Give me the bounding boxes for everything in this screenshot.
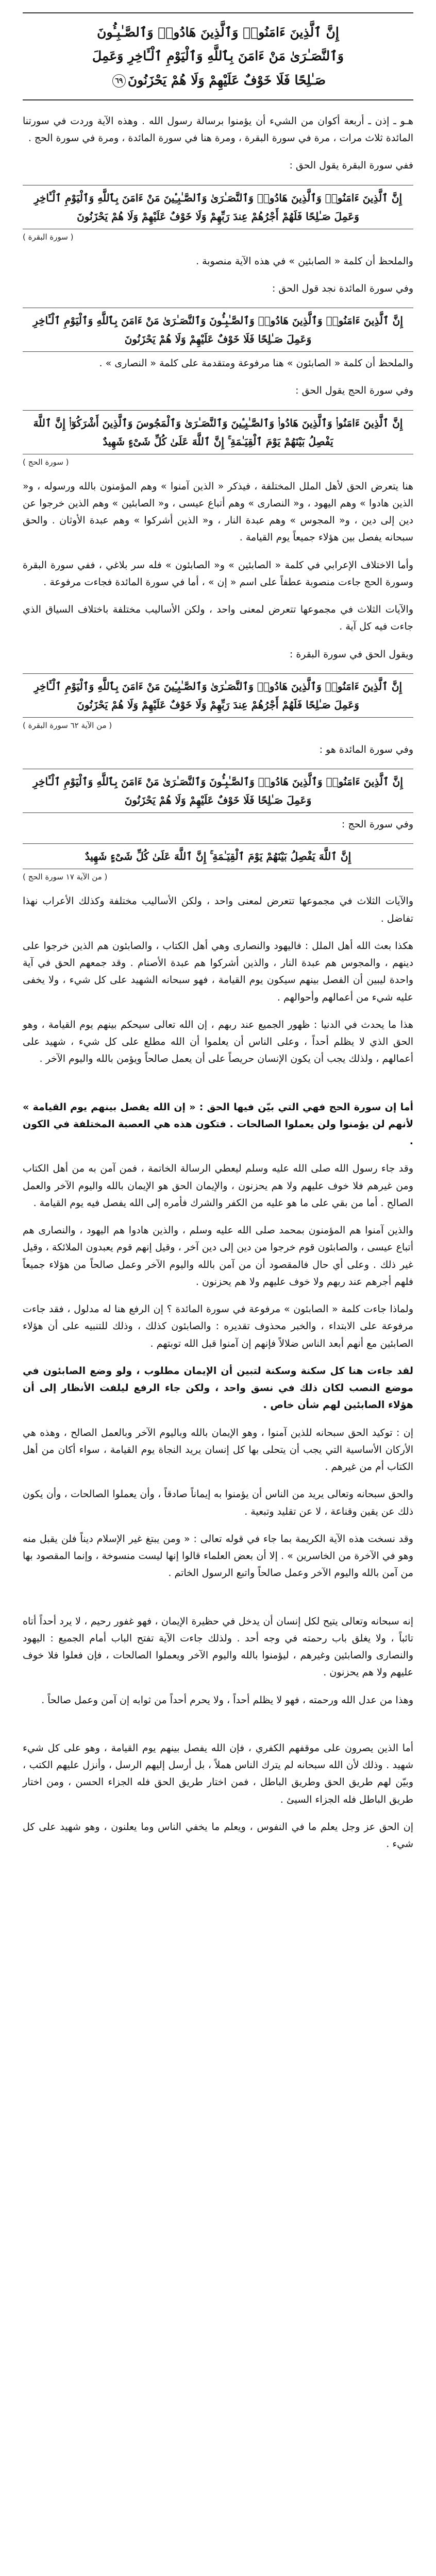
hajj-intro: وفي سورة الحج يقول الحق : <box>295 385 413 397</box>
maida-note: والملحظ أن كلمة « الصابئون » هنا مرفوعة ومتقدمة على كلمة « النصارى » . <box>99 358 413 369</box>
ayah-line: إِنَّ ٱلَّذِينَ ءَامَنُوا۟ وَٱلَّذِينَ هَادُوا۟ وَٱلصَّـٰبِـُٔونَ <box>97 25 339 40</box>
body-paragraph: وقد نسخت هذه الآية الكريمة بما جاء في قوله تعالى : « ومن يبتغ غير الإسلام ديناً فلن يقبل منه وهو في الآخرة من الخاسرين » . إلا أن بعض العلماء قالوا إنها ليست منسوخة ، وإنما المقصود بها من آمن بالله واليوم الآخر وعمل صالحاً واتبع الرسول الخاتم . <box>23 1533 413 1579</box>
hajj2-ref: ( من الآية ١٧ سورة الحج ) <box>23 872 108 882</box>
body-paragraph: إن : توكيد الحق سبحانه للذين آمنوا ، وهو الإيمان بالله وباليوم الآخر وبالعمل الصالح ، وهذه هي الأركان الأساسية التي يجب أن يتحلى بها كل إنسان يريد النجاة يوم القيامة ، سواء أكان من أهل الكتاب أم من غيرهم . <box>23 1427 413 1472</box>
baqara2-quote: إِنَّ ٱلَّذِينَ ءَامَنُوا۟ وَٱلَّذِينَ هَادُوا۟ وَٱلنَّصَـٰرَىٰ وَٱلصَّـٰبِـِٔينَ مَنْ ءَامَنَ بِٱللَّهِ وَٱلْيَوْمِ ٱلْـَٔاخِرِ وَعَمِلَ صَـٰلِحًا فَلَهُمْ أَجْرُهُمْ عِندَ رَبِّهِمْ وَلَا خَوْفٌ عَلَيْهِمْ وَلَا هُمْ يَحْزَنُونَ <box>23 673 413 718</box>
header-ayah <box>23 12 413 100</box>
body-paragraph: أما الذين يصرون على موقفهم الكفري ، فإن الله يفصل بينهم يوم القيامة ، وهو على كل شيء شهيد . وذلك لأن الله سبحانه لم يترك الناس هملاً ، بل أرسل إليهم الرسل ، وأنزل عليهم الكتب ، وبيّن لهم طريق الحق وطريق الباطل ، فمن اختار طريق الحق فله الجزاء الحسن ، ومن اختار طريق الباطل فله الجزاء السيئ . <box>23 1742 413 1805</box>
ayah-text: صَـٰلِحًا فَلَا خَوْفٌ عَلَيْهِمْ وَلَا هُمْ يَحْزَنُونَ <box>127 72 326 88</box>
body-paragraph: والآيات الثلاث في مجموعها تتعرض لمعنى واحد ، ولكن الأساليب مختلفة وكذلك الأعراب نهذا تفاضل . <box>23 895 413 924</box>
hajj2-intro: وفي سورة الحج : <box>341 819 413 830</box>
baqara-quote: إِنَّ ٱلَّذِينَ ءَامَنُوا۟ وَٱلَّذِينَ هَادُوا۟ وَٱلنَّصَـٰرَىٰ وَٱلصَّـٰبِـِٔينَ مَنْ ءَامَنَ بِٱللَّهِ وَٱلْيَوْمِ ٱلْـَٔاخِرِ وَعَمِلَ صَـٰلِحًا فَلَهُمْ أَجْرُهُمْ عِندَ رَبِّهِمْ وَلَا خَوْفٌ عَلَيْهِمْ وَلَا هُمْ يَحْزَنُونَ <box>23 185 413 229</box>
bold-paragraph: أما إن سورة الحج فهي التي بيّن فيها الحق : « إن الله يفصل بينهم يوم القيامة » لأنهم لن يؤمنوا ولن يعملوا الصالحات . فتكون هذه هي العصبة المختلفة في الكون . <box>23 1101 413 1147</box>
baqara-ref: ( سورة البقرة ) <box>23 232 74 242</box>
maida2-intro: وفي سورة المائدة هو : <box>319 743 413 755</box>
hajj-quote: إِنَّ ٱلَّذِينَ ءَامَنُوا۟ وَٱلَّذِينَ هَادُوا۟ وَٱلصَّـٰبِـِٔينَ وَٱلنَّصَـٰرَىٰ وَٱلْمَجُوسَ وَٱلَّذِينَ أَشْرَكُوٓا۟ إِنَّ ٱللَّهَ يَفْصِلُ بَيْنَهُمْ يَوْمَ ٱلْقِيَـٰمَةِ ۚ إِنَّ ٱللَّهَ عَلَىٰ كُلِّ شَىْءٍ شَهِيدٌ <box>23 410 413 454</box>
spacer <box>23 1719 413 1740</box>
maida-quote: إِنَّ ٱلَّذِينَ ءَامَنُوا۟ وَٱلَّذِينَ هَادُوا۟ وَٱلصَّـٰبِـُٔونَ وَٱلنَّصَـٰرَىٰ مَنْ ءَامَنَ بِٱللَّهِ وَٱلْيَوْمِ ٱلْـَٔاخِرِ وَعَمِلَ صَـٰلِحًا فَلَا خَوْفٌ عَلَيْهِمْ وَلَا هُمْ يَحْزَنُونَ <box>23 308 413 352</box>
baqara2-intro: ويقول الحق في سورة البقرة : <box>289 648 413 660</box>
spacer <box>23 1078 413 1099</box>
ayah-number: ٦٩ <box>112 74 126 88</box>
ayah-line: وَٱلنَّصَـٰرَىٰ مَنْ ءَامَنَ بِٱللَّهِ وَٱلْيَوْمِ ٱلْـَٔاخِرِ وَعَمِلَ <box>92 48 344 64</box>
body-paragraph: وأما الاختلاف الإعرابي في كلمة « الصابئين » و« الصابئون » فله سر بلاغي ، ففي سورة البقرة وسورة الحج جاءت منصوبة عطفاً على اسم « إن » ، أما في سورة المائدة فجاءت مرفوعة . <box>23 559 413 588</box>
body-paragraph: والآيات الثلاث في مجموعها تتعرض لمعنى واحد ، ولكن الأساليب مختلفة باختلاف السياق الذي جاءت فيه كل آية . <box>23 604 413 633</box>
ayah-line <box>28 69 408 92</box>
maida2-quote: إِنَّ ٱلَّذِينَ ءَامَنُوا۟ وَٱلَّذِينَ هَادُوا۟ وَٱلصَّـٰبِـُٔونَ وَٱلنَّصَـٰرَىٰ مَنْ ءَامَنَ بِٱللَّهِ وَٱلْيَوْمِ ٱلْـَٔاخِرِ وَعَمِلَ صَـٰلِحًا فَلَا خَوْفٌ عَلَيْهِمْ وَلَا هُمْ يَحْزَنُونَ <box>23 769 413 813</box>
body-paragraph: وهذا من عدل الله ورحمته ، فهو لا يظلم أحداً ، ولا يحرم أحداً من ثوابه إن آمن وعمل صالحاً . <box>41 1694 413 1706</box>
body-paragraph: إن الحق عز وجل يعلم ما في النفوس ، ويعلم ما يخفي الناس وما يعلنون ، وهو شهيد على كل شيء . <box>23 1821 413 1850</box>
body-paragraph: والحق سبحانه وتعالى يريد من الناس أن يؤمنوا به إيماناً صادقاً ، وأن يعملوا الصالحات ، وأن يكون ذلك عن يقين وقناعة ، لا عن تقليد وتبعية . <box>23 1488 413 1517</box>
hajj-ref: ( سورة الحج ) <box>23 457 69 467</box>
body-paragraph: هكذا بعث الله أهل الملل : فاليهود والنصارى وهي أهل الكتاب ، والصابئون هم الذين خرجوا على دينهم ، والمجوس هم عبدة النار ، والذين أشركوا هم عبدة الأصنام . وقد جمعهم الحق في آية واحدة ليبين أن الفصل بينهم سيكون يوم القيامة ، فهو سبحانه الشهيد على كل شيء ، ولا يخفى عليه شيء من أعمالهم وأحوالهم . <box>23 940 413 1003</box>
hajj2-quote: إِنَّ ٱللَّهَ يَفْصِلُ بَيْنَهُمْ يَوْمَ ٱلْقِيَـٰمَةِ ۚ إِنَّ ٱللَّهَ عَلَىٰ كُلِّ شَىْءٍ شَهِيدٌ <box>23 843 413 869</box>
body-paragraph: والذين آمنوا هم المؤمنون بمحمد صلى الله عليه وسلم ، والذين هادوا هم اليهود ، والنصارى هم أتباع عيسى ، والصابئون قوم خرجوا من دين إلى دين آخر ، وقيل إنهم قوم يعبدون الملائكة ، وقيل غير ذلك . وعلى أي حال فالمقصود أن من آمن بالله واليوم الآخر وعمل صالحاً من هؤلاء جميعاً فلهم أجرهم عند ربهم ولا خوف عليهم ولا هم يحزنون . <box>23 1225 413 1287</box>
body-paragraph: ولماذا جاءت كلمة « الصابئون » مرفوعة في سورة المائدة ؟ إن الرفع هنا له مدلول ، فقد جاءت مرفوعة على الابتداء ، والخبر محذوف تقديره : والصابئون كذلك ، وذلك للتنبيه على أن هؤلاء الصابئين مع أنهم أبعد الناس ضلالاً فإنهم إن آمنوا قبل الله توبتهم . <box>23 1303 413 1349</box>
body-paragraph: هذا ما يحدث في الدنيا : ظهور الجميع عند ربهم ، إن الله تعالى سيحكم بينهم يوم القيامة ، وهو الحق الذي لا يظلم أحداً ، وعلى الناس أن يعلموا أن الله مطلع على كل شيء ، شهيد على أعمالهم ، ولذلك يجب أن يكون الإنسان حريصاً على أن يعمل صالحاً ويؤمن بالله واليوم الآخر . <box>23 1019 413 1065</box>
intro-paragraph: هـو ـ إذن ـ أربعة أكوان من الشيء أن يؤمنوا برسالة رسول الله . وهذه الآية وردت في سورتنا المائدة ثلاث مرات ، مرة في سورة البقرة ، ومرة هنا في سورة المائدة ، ومرة في سورة الحج . <box>23 115 413 144</box>
baqara-note: والملحظ أن كلمة « الصابئين » في هذه الآية منصوبة . <box>196 255 413 267</box>
bold-paragraph: لقد جاءت هنا كل سكنة وسكنة لتبين أن الإيمان مطلوب ، ولو وضع الصابئون في موضع النصب لكان ذلك في نسق واحد ، ولكن جاء الرفع ليلفت الأنظار إلى أن هؤلاء الصابئين لهم شأن خاص . <box>23 1365 413 1411</box>
maida-intro: وفي سورة المائدة نجد قول الحق : <box>272 282 413 294</box>
spacer <box>23 1592 413 1613</box>
body-paragraph: هنا يتعرض الحق لأهل الملل المختلفة ، فيذكر « الذين آمنوا » وهم المؤمنون بالله ورسوله ، و« الذين هادوا » وهم اليهود ، و« النصارى » وهم أتباع عيسى ، و« الصابئين » وهم الذين خرجوا عن دين إلى دين ، و« المجوس » وهم عبدة النار ، و« الذين أشركوا » وهم عبدة الأوثان . والحق سبحانه يفصل بين هؤلاء جميعاً يوم القيامة . <box>23 480 413 544</box>
baqara-intro: ففي سورة البقرة يقول الحق : <box>289 160 413 172</box>
baqara2-ref: ( من الآية ٦٢ سورة البقرة ) <box>23 720 112 730</box>
body-paragraph: إنه سبحانه وتعالى يتيح لكل إنسان أن يدخل في حظيرة الإيمان ، فهو غفور رحيم ، لا يرد أحداً أتاه تائباً ، ولا يغلق باب رحمته في وجه أحد . ولذلك جاءت الآية تفتح الباب أمام الجميع : اليهود والنصارى والصابئين وغيرهم ، ليؤمنوا بالله واليوم الآخر ويعملوا الصالحات ، فإن فعلوا فلا خوف عليهم ولا هم يحزنون . <box>23 1615 413 1679</box>
body-paragraph: وقد جاء رسول الله صلى الله عليه وسلم ليعطي الرسالة الخاتمة ، فمن آمن به من أهل الكتاب ومن غيرهم فلا خوف عليهم ولا هم يحزنون ، والإيمان الحق هو الإيمان بالله واليوم الآخر والعمل الصالح . أما من بقي على ما هو عليه من الكفر والشرك فأمره إلى الله يفصل فيه يوم القيامة . <box>23 1163 413 1209</box>
